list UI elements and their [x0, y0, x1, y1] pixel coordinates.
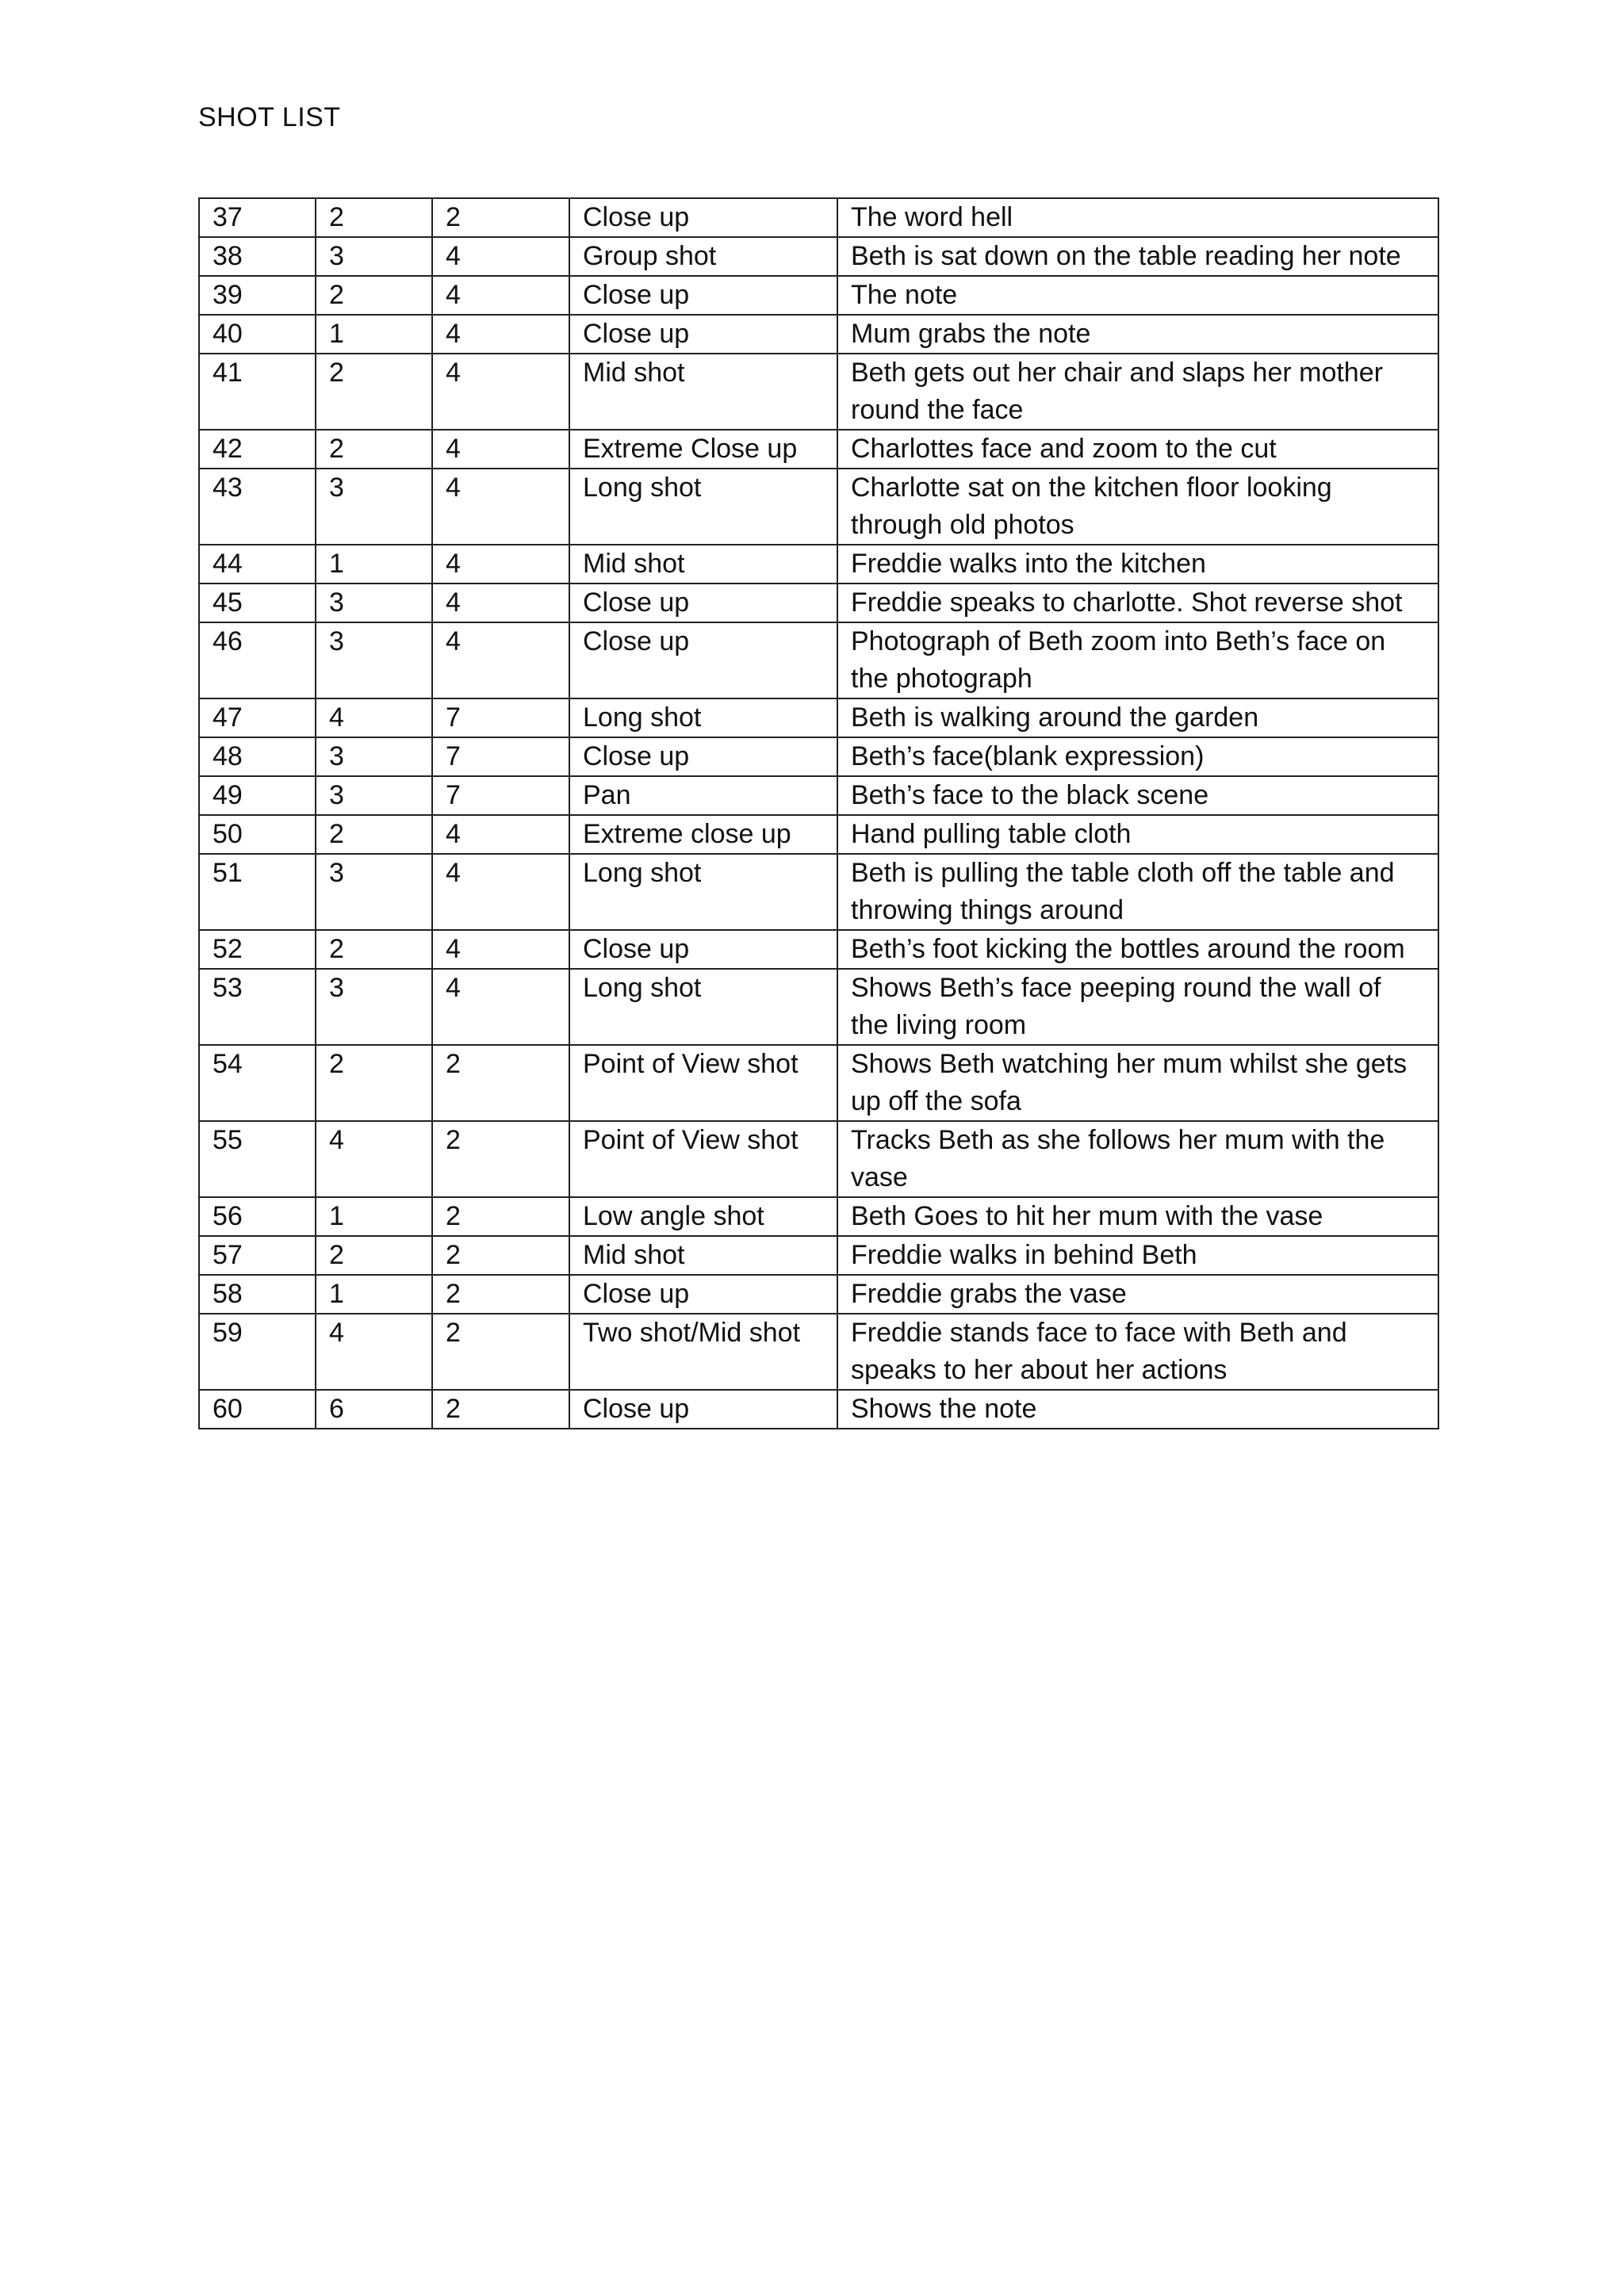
shot-description-cell: Tracks Beth as she follows her mum with the vase [837, 1121, 1438, 1197]
column-2-cell: 3 [316, 854, 432, 930]
column-3-cell: 2 [432, 1045, 569, 1121]
shot-type-cell: Group shot [569, 237, 837, 276]
table-row [199, 1121, 1438, 1197]
column-3-cell: 2 [432, 1390, 569, 1429]
shot-type-cell: Long shot [569, 854, 837, 930]
column-3-cell: 4 [432, 930, 569, 969]
shot-type-cell: Close up [569, 1275, 837, 1314]
shot-description-cell: Hand pulling table cloth [837, 815, 1438, 854]
shot-list-body [199, 198, 1438, 1429]
shot-number-cell: 42 [199, 430, 316, 469]
shot-number-cell: 41 [199, 354, 316, 430]
shot-number-cell: 58 [199, 1275, 316, 1314]
shot-type-cell: Extreme Close up [569, 430, 837, 469]
table-row [199, 198, 1438, 237]
table-row [199, 815, 1438, 854]
column-3-cell: 4 [432, 354, 569, 430]
shot-description-cell: The note [837, 276, 1438, 315]
column-3-cell: 4 [432, 315, 569, 354]
column-3-cell: 4 [432, 815, 569, 854]
shot-description-cell: Beth Goes to hit her mum with the vase [837, 1197, 1438, 1236]
column-3-cell: 7 [432, 698, 569, 737]
column-2-cell: 4 [316, 698, 432, 737]
table-row [199, 969, 1438, 1045]
shot-description-cell: Beth’s face to the black scene [837, 776, 1438, 815]
page-title: SHOT LIST [198, 102, 341, 132]
column-3-cell: 2 [432, 1314, 569, 1390]
column-2-cell: 1 [316, 1197, 432, 1236]
shot-type-cell: Mid shot [569, 545, 837, 584]
table-row [199, 1314, 1438, 1390]
shot-number-cell: 47 [199, 698, 316, 737]
table-row [199, 737, 1438, 776]
column-3-cell: 4 [432, 430, 569, 469]
shot-description-cell: Beth is pulling the table cloth off the table and throwing things around [837, 854, 1438, 930]
shot-type-cell: Mid shot [569, 1236, 837, 1275]
column-2-cell: 2 [316, 276, 432, 315]
table-row [199, 1045, 1438, 1121]
column-2-cell: 2 [316, 354, 432, 430]
shot-number-cell: 37 [199, 198, 316, 237]
shot-type-cell: Point of View shot [569, 1045, 837, 1121]
table-row [199, 430, 1438, 469]
shot-type-cell: Close up [569, 315, 837, 354]
shot-type-cell: Close up [569, 198, 837, 237]
shot-number-cell: 46 [199, 622, 316, 698]
column-2-cell: 3 [316, 622, 432, 698]
shot-type-cell: Point of View shot [569, 1121, 837, 1197]
table-row [199, 1236, 1438, 1275]
column-3-cell: 4 [432, 276, 569, 315]
shot-description-cell: Beth’s face(blank expression) [837, 737, 1438, 776]
column-2-cell: 2 [316, 1045, 432, 1121]
column-3-cell: 2 [432, 1236, 569, 1275]
column-2-cell: 2 [316, 1236, 432, 1275]
shot-number-cell: 48 [199, 737, 316, 776]
shot-description-cell: Charlotte sat on the kitchen floor looking through old photos [837, 469, 1438, 545]
column-3-cell: 4 [432, 545, 569, 584]
shot-number-cell: 50 [199, 815, 316, 854]
shot-number-cell: 49 [199, 776, 316, 815]
column-3-cell: 7 [432, 737, 569, 776]
shot-number-cell: 57 [199, 1236, 316, 1275]
column-3-cell: 4 [432, 469, 569, 545]
shot-type-cell: Extreme close up [569, 815, 837, 854]
shot-list-table [198, 197, 1439, 1429]
shot-type-cell: Close up [569, 737, 837, 776]
shot-number-cell: 40 [199, 315, 316, 354]
column-2-cell: 1 [316, 545, 432, 584]
table-row [199, 854, 1438, 930]
shot-number-cell: 45 [199, 584, 316, 622]
table-row [199, 1197, 1438, 1236]
shot-type-cell: Mid shot [569, 354, 837, 430]
shot-number-cell: 54 [199, 1045, 316, 1121]
shot-number-cell: 59 [199, 1314, 316, 1390]
shot-description-cell: Shows Beth’s face peeping round the wall of the living room [837, 969, 1438, 1045]
column-2-cell: 4 [316, 1121, 432, 1197]
shot-type-cell: Two shot/Mid shot [569, 1314, 837, 1390]
column-2-cell: 3 [316, 469, 432, 545]
shot-number-cell: 43 [199, 469, 316, 545]
column-2-cell: 3 [316, 969, 432, 1045]
table-row [199, 545, 1438, 584]
shot-number-cell: 53 [199, 969, 316, 1045]
shot-description-cell: Freddie grabs the vase [837, 1275, 1438, 1314]
shot-type-cell: Close up [569, 276, 837, 315]
table-row [199, 354, 1438, 430]
table-row [199, 584, 1438, 622]
shot-type-cell: Close up [569, 1390, 837, 1429]
column-3-cell: 2 [432, 1275, 569, 1314]
table-row [199, 622, 1438, 698]
shot-description-cell: Beth is walking around the garden [837, 698, 1438, 737]
table-row [199, 469, 1438, 545]
shot-number-cell: 56 [199, 1197, 316, 1236]
shot-description-cell: Beth is sat down on the table reading her note [837, 237, 1438, 276]
column-2-cell: 3 [316, 776, 432, 815]
column-3-cell: 4 [432, 969, 569, 1045]
column-2-cell: 2 [316, 430, 432, 469]
column-3-cell: 4 [432, 622, 569, 698]
shot-description-cell: Freddie speaks to charlotte. Shot reverse shot [837, 584, 1438, 622]
column-3-cell: 4 [432, 237, 569, 276]
shot-number-cell: 51 [199, 854, 316, 930]
shot-number-cell: 60 [199, 1390, 316, 1429]
shot-number-cell: 39 [199, 276, 316, 315]
shot-type-cell: Long shot [569, 969, 837, 1045]
shot-description-cell: Freddie walks in behind Beth [837, 1236, 1438, 1275]
shot-number-cell: 55 [199, 1121, 316, 1197]
column-3-cell: 2 [432, 198, 569, 237]
column-2-cell: 1 [316, 1275, 432, 1314]
shot-type-cell: Long shot [569, 469, 837, 545]
shot-type-cell: Pan [569, 776, 837, 815]
column-3-cell: 2 [432, 1197, 569, 1236]
table-row [199, 1275, 1438, 1314]
column-2-cell: 1 [316, 315, 432, 354]
column-3-cell: 4 [432, 854, 569, 930]
shot-number-cell: 44 [199, 545, 316, 584]
shot-type-cell: Low angle shot [569, 1197, 837, 1236]
column-2-cell: 4 [316, 1314, 432, 1390]
column-3-cell: 2 [432, 1121, 569, 1197]
shot-type-cell: Close up [569, 930, 837, 969]
shot-description-cell: Photograph of Beth zoom into Beth’s face on the photograph [837, 622, 1438, 698]
column-2-cell: 3 [316, 737, 432, 776]
table-row [199, 1390, 1438, 1429]
shot-type-cell: Long shot [569, 698, 837, 737]
shot-type-cell: Close up [569, 622, 837, 698]
shot-description-cell: Beth’s foot kicking the bottles around the room [837, 930, 1438, 969]
table-row [199, 315, 1438, 354]
column-2-cell: 2 [316, 815, 432, 854]
table-row [199, 237, 1438, 276]
shot-number-cell: 38 [199, 237, 316, 276]
shot-description-cell: The word hell [837, 198, 1438, 237]
column-2-cell: 6 [316, 1390, 432, 1429]
table-row [199, 698, 1438, 737]
column-2-cell: 2 [316, 930, 432, 969]
table-row [199, 276, 1438, 315]
table-row [199, 776, 1438, 815]
shot-description-cell: Freddie walks into the kitchen [837, 545, 1438, 584]
shot-description-cell: Freddie stands face to face with Beth and speaks to her about her actions [837, 1314, 1438, 1390]
column-3-cell: 4 [432, 584, 569, 622]
column-3-cell: 7 [432, 776, 569, 815]
column-2-cell: 2 [316, 198, 432, 237]
shot-description-cell: Mum grabs the note [837, 315, 1438, 354]
shot-description-cell: Beth gets out her chair and slaps her mother round the face [837, 354, 1438, 430]
table-row [199, 930, 1438, 969]
column-2-cell: 3 [316, 584, 432, 622]
column-2-cell: 3 [316, 237, 432, 276]
shot-description-cell: Charlottes face and zoom to the cut [837, 430, 1438, 469]
shot-description-cell: Shows the note [837, 1390, 1438, 1429]
shot-number-cell: 52 [199, 930, 316, 969]
shot-type-cell: Close up [569, 584, 837, 622]
shot-description-cell: Shows Beth watching her mum whilst she gets up off the sofa [837, 1045, 1438, 1121]
